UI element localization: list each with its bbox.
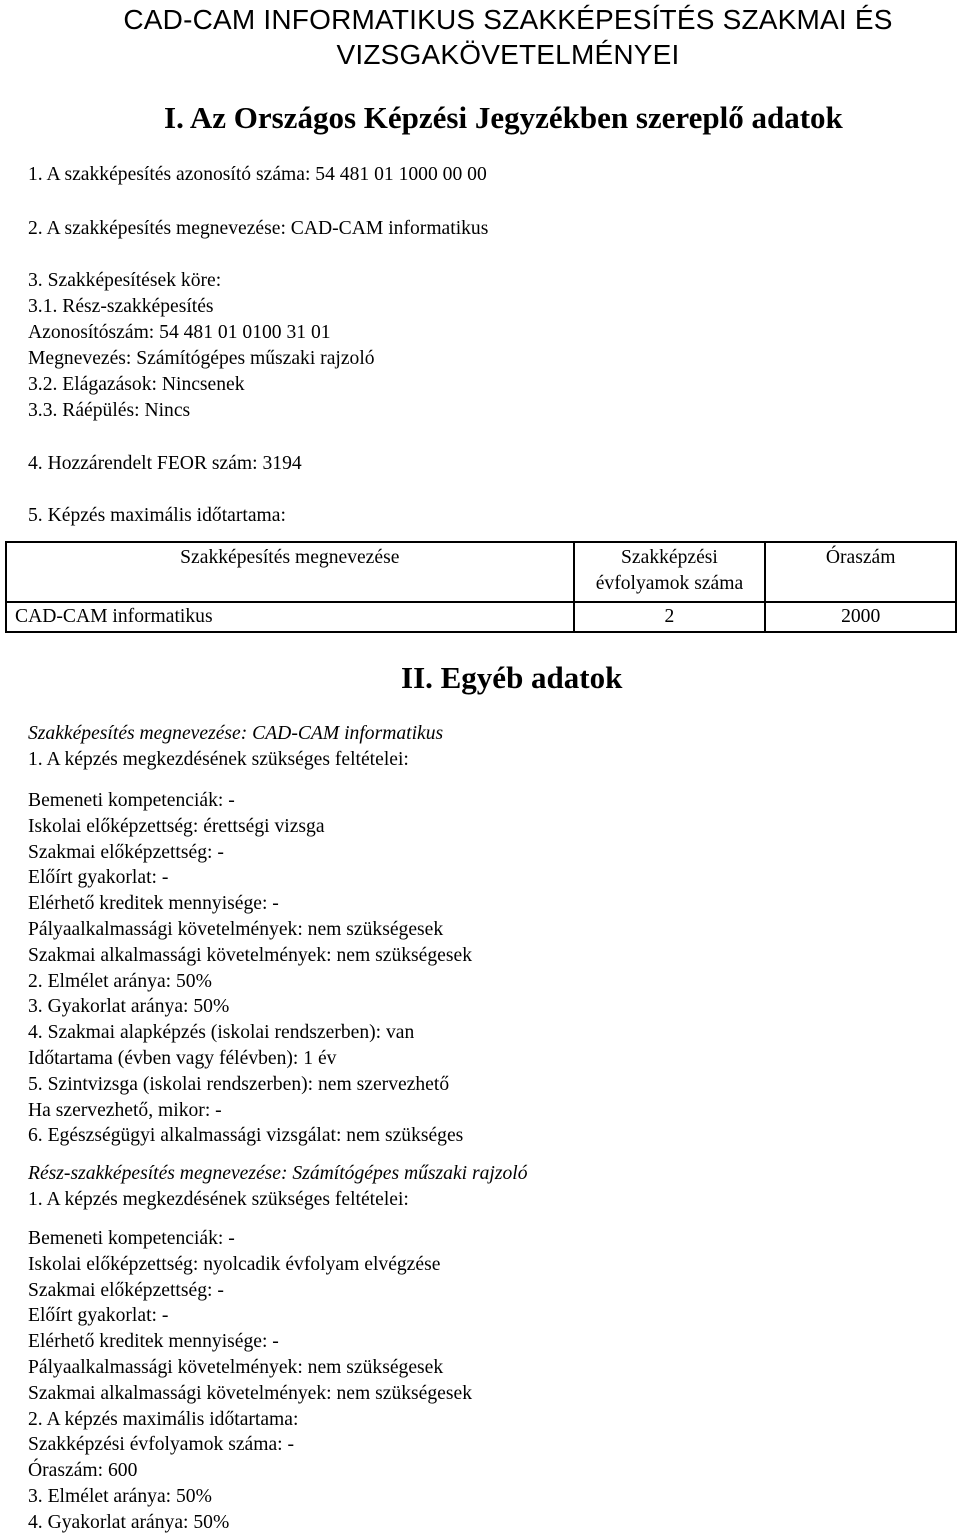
list-item: Szakképzési évfolyamok száma: - bbox=[28, 1434, 295, 1456]
list-item: Szakmai alkalmassági követelmények: nem szükségesek bbox=[28, 944, 472, 966]
partial-conditions-heading: 1. A képzés megkezdésének szükséges feltételei: bbox=[28, 1189, 409, 1210]
header-year-count-line-1: Szakképzési bbox=[621, 547, 718, 568]
item-3-1-id: Azonosítószám: 54 481 01 0100 31 01 bbox=[28, 322, 331, 343]
section-1-heading: I. Az Országos Képzési Jegyzékben szereplő adatok bbox=[164, 100, 843, 135]
list-item: Szakmai előképzettség: - bbox=[28, 1279, 224, 1301]
list-item: Ha szervezhető, mikor: - bbox=[28, 1099, 222, 1121]
list-item: Pályaalkalmassági követelmények: nem szükségesek bbox=[28, 1357, 444, 1378]
list-item: Szakmai előképzettség: - bbox=[28, 841, 224, 863]
item-5-duration: 5. Képzés maximális időtartama: bbox=[28, 505, 286, 526]
list-item: Bemeneti kompetenciák: - bbox=[28, 1228, 235, 1249]
item-1-id-number: 1. A szakképesítés azonosító száma: 54 481 01 1000 00 00 bbox=[28, 164, 487, 185]
list-item: 3. Elmélet aránya: 50% bbox=[28, 1486, 212, 1507]
list-item: Előírt gyakorlat: - bbox=[28, 1305, 169, 1327]
list-item: 5. Szintvizsga (iskolai rendszerben): nem szervezhető bbox=[28, 1073, 450, 1095]
list-item: Pályaalkalmassági követelmények: nem szükségesek bbox=[28, 919, 444, 940]
document-title-line-1: CAD-CAM INFORMATIKUS SZAKKÉPESÍTÉS SZAKMAI ÉS bbox=[123, 4, 893, 35]
list-item: Iskolai előképzettség: érettségi vizsga bbox=[28, 815, 325, 837]
section-2-heading: II. Egyéb adatok bbox=[401, 660, 623, 695]
header-hours: Óraszám bbox=[765, 542, 956, 602]
item-4-feor: 4. Hozzárendelt FEOR szám: 3194 bbox=[28, 453, 302, 474]
main-qualification-name-line: Szakképesítés megnevezése: CAD-CAM informatikus bbox=[28, 723, 444, 744]
list-item: 4. Gyakorlat aránya: 50% bbox=[28, 1511, 230, 1533]
list-item: Elérhető kreditek mennyisége: - bbox=[28, 893, 279, 915]
header-year-count-line-2: évfolyamok száma bbox=[595, 573, 744, 594]
list-item: Bemeneti kompetenciák: - bbox=[28, 790, 235, 811]
item-3-3-buildon: 3.3. Ráépülés: Nincs bbox=[28, 400, 191, 421]
list-item: Előírt gyakorlat: - bbox=[28, 867, 169, 889]
list-item: Iskolai előképzettség: nyolcadik évfolyam elvégzése bbox=[28, 1253, 441, 1275]
list-item: Szakmai alkalmassági követelmények: nem szükségesek bbox=[28, 1382, 472, 1404]
item-3-1-partial: 3.1. Rész-szakképesítés bbox=[28, 296, 214, 317]
list-item: 3. Gyakorlat aránya: 50% bbox=[28, 996, 230, 1018]
cell-hours: 2000 bbox=[765, 602, 956, 632]
header-qualification-name: Szakképesítés megnevezése bbox=[6, 542, 574, 602]
item-2-qualification-name: 2. A szakképesítés megnevezése: CAD-CAM informatikus bbox=[28, 218, 489, 239]
item-3-scope: 3. Szakképesítések köre: bbox=[28, 270, 222, 291]
item-3-1-name: Megnevezés: Számítógépes műszaki rajzoló bbox=[28, 348, 375, 369]
item-3-2-branches: 3.2. Elágazások: Nincsenek bbox=[28, 374, 245, 395]
table-row bbox=[6, 602, 956, 632]
main-conditions-heading: 1. A képzés megkezdésének szükséges feltételei: bbox=[28, 749, 409, 770]
cell-qualification-name: CAD-CAM informatikus bbox=[6, 602, 574, 632]
list-item: 4. Szakmai alapképzés (iskolai rendszerben): van bbox=[28, 1022, 415, 1044]
list-item: Óraszám: 600 bbox=[28, 1460, 138, 1482]
list-item: Időtartama (évben vagy félévben): 1 év bbox=[28, 1048, 337, 1069]
document-title bbox=[0, 2, 960, 72]
list-item: Elérhető kreditek mennyisége: - bbox=[28, 1331, 279, 1353]
cell-year-count: 2 bbox=[574, 602, 766, 632]
document-title-line-2: VIZSGAKÖVETELMÉNYEI bbox=[336, 39, 680, 70]
list-item: 6. Egészségügyi alkalmassági vizsgálat: nem szükséges bbox=[28, 1125, 464, 1147]
duration-table-header-row bbox=[6, 542, 956, 602]
partial-qualification-name-line: Rész-szakképesítés megnevezése: Számítógépes műszaki rajzoló bbox=[28, 1163, 528, 1184]
duration-table bbox=[5, 541, 957, 633]
header-year-count bbox=[574, 542, 766, 602]
list-item: 2. Elmélet aránya: 50% bbox=[28, 970, 212, 992]
list-item: 2. A képzés maximális időtartama: bbox=[28, 1408, 299, 1430]
